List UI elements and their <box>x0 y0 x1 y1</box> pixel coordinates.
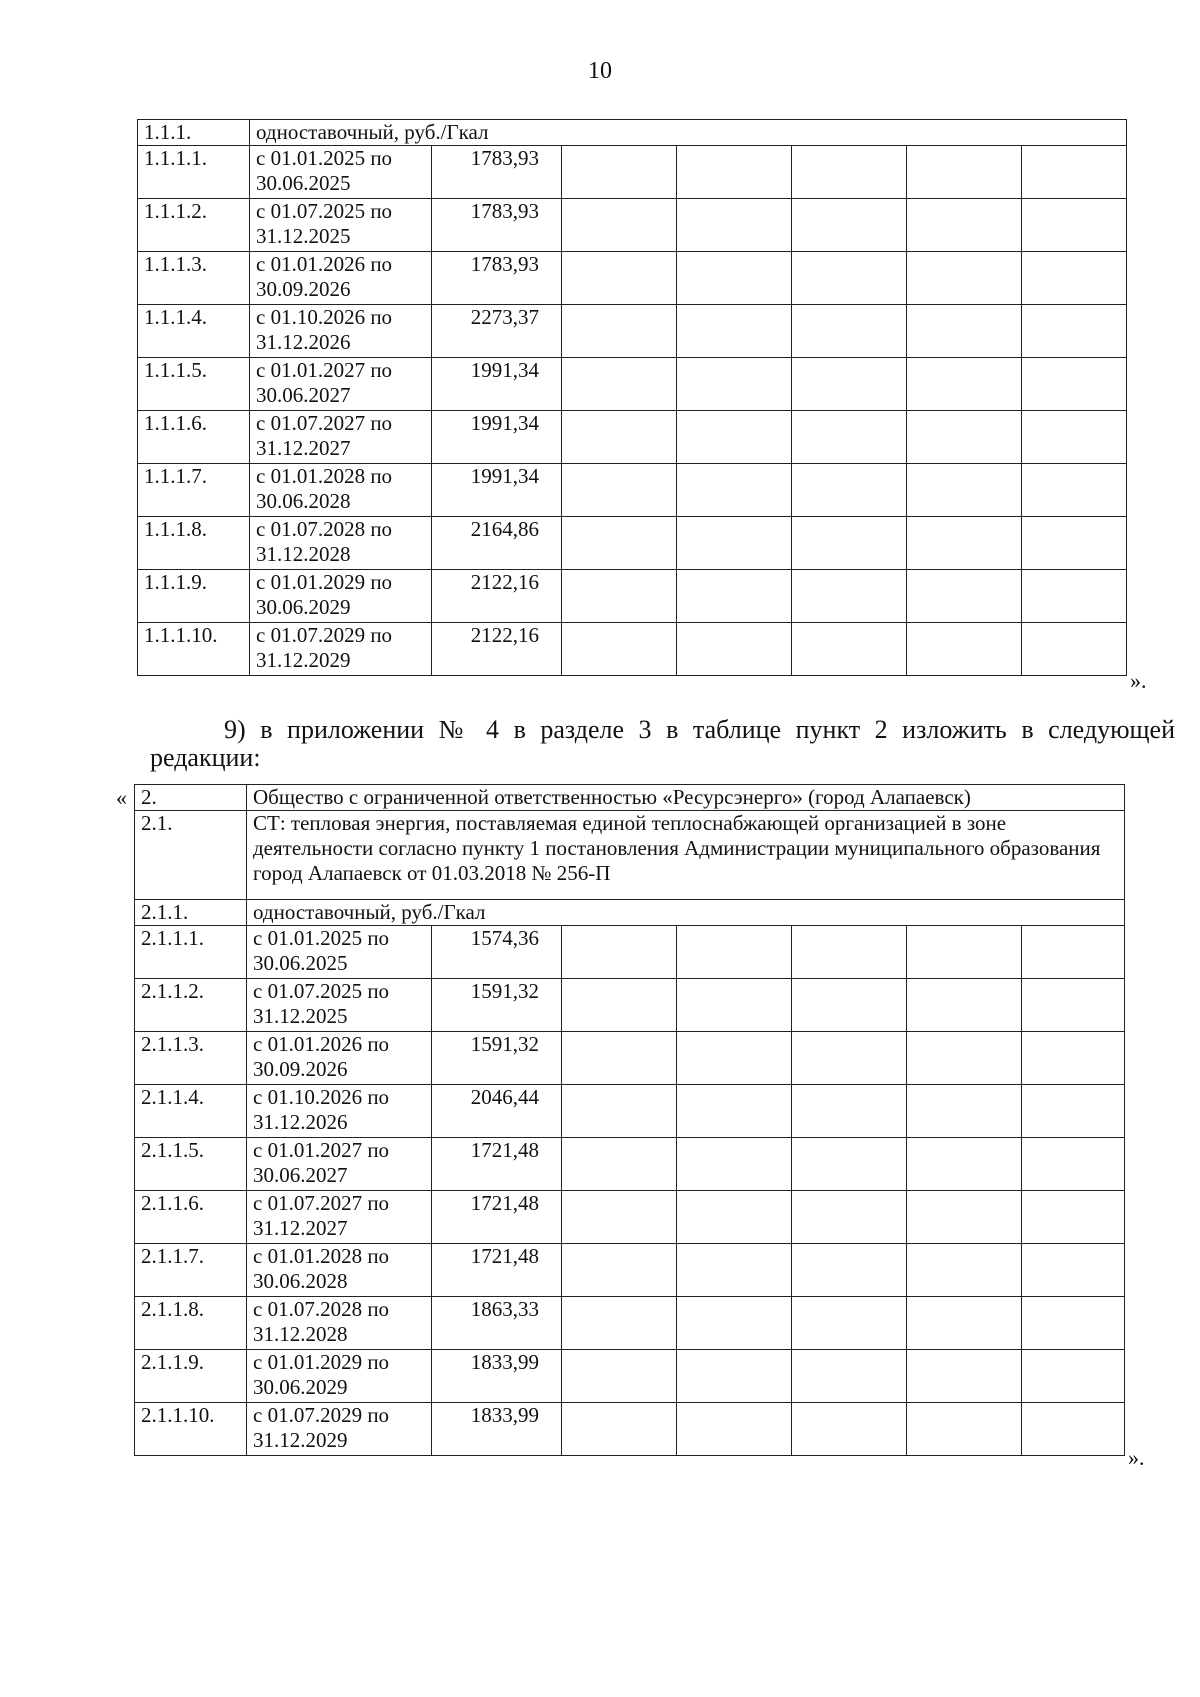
table-row <box>138 411 1127 464</box>
empty-cell <box>1022 1403 1125 1456</box>
period-cell <box>250 464 432 517</box>
empty-cell <box>562 252 677 305</box>
empty-cell <box>907 199 1022 252</box>
empty-cell <box>562 623 677 676</box>
period-end: 30.06.2028 <box>256 489 351 513</box>
empty-cell <box>907 1403 1022 1456</box>
instruction-paragraph <box>150 716 1175 772</box>
tariff-value: 1783,93 <box>432 252 562 305</box>
empty-cell <box>792 570 907 623</box>
row-number: 1.1.1.1. <box>138 146 250 199</box>
table-row <box>138 199 1127 252</box>
row-number: 2.1.1.8. <box>135 1297 247 1350</box>
empty-cell <box>562 358 677 411</box>
period-cell <box>250 570 432 623</box>
empty-cell <box>1022 1138 1125 1191</box>
empty-cell <box>907 979 1022 1032</box>
empty-cell <box>677 252 792 305</box>
empty-cell <box>792 1191 907 1244</box>
period-cell <box>250 411 432 464</box>
empty-cell <box>562 464 677 517</box>
period-end: 31.12.2029 <box>253 1428 348 1452</box>
tariff-value: 2273,37 <box>432 305 562 358</box>
tariff-value: 2122,16 <box>432 623 562 676</box>
table-row <box>138 570 1127 623</box>
period-cell <box>250 517 432 570</box>
row-number: 2.1.1.4. <box>135 1085 247 1138</box>
empty-cell <box>1022 1297 1125 1350</box>
empty-cell <box>792 146 907 199</box>
empty-cell <box>1022 1191 1125 1244</box>
closing-quote-1: ». <box>1130 668 1147 693</box>
period-cell <box>247 926 432 979</box>
empty-cell <box>562 1244 677 1297</box>
period-end: 31.12.2025 <box>253 1004 348 1028</box>
empty-cell <box>792 979 907 1032</box>
period-start: с 01.07.2027 по <box>253 1191 390 1215</box>
empty-cell <box>562 146 677 199</box>
period-end: 30.06.2029 <box>256 595 351 619</box>
period-cell <box>250 199 432 252</box>
period-start: с 01.01.2027 по <box>253 1138 390 1162</box>
period-cell <box>247 1085 432 1138</box>
period-end: 30.06.2025 <box>256 171 351 195</box>
period-cell <box>250 358 432 411</box>
empty-cell <box>792 1350 907 1403</box>
empty-cell <box>792 517 907 570</box>
row-number: 1.1.1.7. <box>138 464 250 517</box>
period-start: с 01.07.2025 по <box>253 979 390 1003</box>
table-row <box>138 252 1127 305</box>
empty-cell <box>792 199 907 252</box>
period-cell <box>250 623 432 676</box>
period-start: с 01.01.2028 по <box>256 464 393 488</box>
empty-cell <box>562 305 677 358</box>
empty-cell <box>792 1297 907 1350</box>
empty-cell <box>677 1085 792 1138</box>
period-cell <box>247 1350 432 1403</box>
period-end: 30.06.2028 <box>253 1269 348 1293</box>
tariff-value: 1991,34 <box>432 358 562 411</box>
period-cell <box>247 1244 432 1297</box>
table-row <box>135 979 1125 1032</box>
empty-cell <box>792 305 907 358</box>
period-start: с 01.01.2025 по <box>253 926 390 950</box>
empty-cell <box>907 1138 1022 1191</box>
empty-cell <box>1022 411 1127 464</box>
period-end: 31.12.2029 <box>256 648 351 672</box>
empty-cell <box>792 411 907 464</box>
tariff-table-2 <box>134 784 1125 1456</box>
table-row <box>135 1138 1125 1191</box>
empty-cell <box>792 1085 907 1138</box>
tariff-value: 1574,36 <box>432 926 562 979</box>
empty-cell <box>677 358 792 411</box>
period-cell <box>247 1403 432 1456</box>
row-number: 2.1.1.7. <box>135 1244 247 1297</box>
empty-cell <box>907 464 1022 517</box>
period-end: 31.12.2025 <box>256 224 351 248</box>
period-start: с 01.01.2026 по <box>253 1032 390 1056</box>
tariff-value: 1721,48 <box>432 1244 562 1297</box>
row-number: 2.1. <box>135 811 247 900</box>
tariff-value: 1721,48 <box>432 1138 562 1191</box>
row-number: 2.1.1.6. <box>135 1191 247 1244</box>
table-row <box>135 900 1125 926</box>
row-number: 2.1.1. <box>135 900 247 926</box>
period-end: 31.12.2027 <box>256 436 351 460</box>
table-row <box>135 1085 1125 1138</box>
row-number: 1.1.1. <box>138 120 250 146</box>
period-cell <box>250 305 432 358</box>
organization-name: Общество с ограниченной ответственностью «Ресурсэнерго» (город Алапаевск) <box>247 785 1125 811</box>
empty-cell <box>677 1191 792 1244</box>
period-end: 30.06.2027 <box>256 383 351 407</box>
empty-cell <box>1022 464 1127 517</box>
period-start: с 01.07.2027 по <box>256 411 393 435</box>
table-row <box>135 926 1125 979</box>
empty-cell <box>907 1297 1022 1350</box>
table-row <box>138 464 1127 517</box>
opening-quote: « <box>116 785 127 810</box>
empty-cell <box>907 570 1022 623</box>
empty-cell <box>677 979 792 1032</box>
tariff-value: 1783,93 <box>432 199 562 252</box>
empty-cell <box>1022 1350 1125 1403</box>
empty-cell <box>1022 199 1127 252</box>
tariff-value: 1721,48 <box>432 1191 562 1244</box>
empty-cell <box>677 926 792 979</box>
tariff-value: 1591,32 <box>432 979 562 1032</box>
empty-cell <box>677 199 792 252</box>
tariff-description: СТ: тепловая энергия, поставляемая единой теплоснабжающей организацией в зоне деятельности согласно пункту 1 постановления Администрации муниципального образования город Алапаевск от 01.03.2018 № 256-П <box>247 811 1125 900</box>
tariff-value: 1991,34 <box>432 411 562 464</box>
page-number: 10 <box>588 58 612 84</box>
tariff-value: 1863,33 <box>432 1297 562 1350</box>
empty-cell <box>907 1085 1022 1138</box>
table-row <box>135 1350 1125 1403</box>
empty-cell <box>792 464 907 517</box>
row-number: 2.1.1.3. <box>135 1032 247 1085</box>
empty-cell <box>1022 926 1125 979</box>
row-number: 1.1.1.10. <box>138 623 250 676</box>
period-cell <box>250 146 432 199</box>
period-start: с 01.07.2025 по <box>256 199 393 223</box>
paragraph-line-1: 9) в приложении № 4 в разделе 3 в таблице пункт 2 изложить в следующей <box>224 715 1175 744</box>
empty-cell <box>792 1138 907 1191</box>
row-number: 1.1.1.6. <box>138 411 250 464</box>
row-number: 1.1.1.8. <box>138 517 250 570</box>
tariff-value: 1833,99 <box>432 1403 562 1456</box>
empty-cell <box>562 1403 677 1456</box>
period-start: с 01.01.2029 по <box>253 1350 390 1374</box>
period-cell <box>247 1032 432 1085</box>
empty-cell <box>907 146 1022 199</box>
closing-quote-2: ». <box>1128 1445 1145 1470</box>
empty-cell <box>677 305 792 358</box>
empty-cell <box>907 305 1022 358</box>
table-row <box>138 120 1127 146</box>
table-row <box>138 305 1127 358</box>
row-number: 1.1.1.4. <box>138 305 250 358</box>
empty-cell <box>562 926 677 979</box>
empty-cell <box>677 570 792 623</box>
empty-cell <box>562 1138 677 1191</box>
tariff-value: 1991,34 <box>432 464 562 517</box>
period-start: с 01.01.2026 по <box>256 252 393 276</box>
period-cell <box>247 1297 432 1350</box>
empty-cell <box>562 1032 677 1085</box>
empty-cell <box>907 358 1022 411</box>
row-number: 1.1.1.2. <box>138 199 250 252</box>
empty-cell <box>677 1032 792 1085</box>
period-start: с 01.07.2028 по <box>256 517 393 541</box>
period-cell <box>247 979 432 1032</box>
empty-cell <box>562 1350 677 1403</box>
table-row <box>135 1191 1125 1244</box>
empty-cell <box>792 926 907 979</box>
period-end: 30.06.2025 <box>253 951 348 975</box>
empty-cell <box>562 1297 677 1350</box>
empty-cell <box>1022 570 1127 623</box>
period-end: 30.06.2027 <box>253 1163 348 1187</box>
empty-cell <box>1022 1085 1125 1138</box>
row-description: одноставочный, руб./Гкал <box>250 120 1127 146</box>
empty-cell <box>677 464 792 517</box>
period-end: 31.12.2026 <box>253 1110 348 1134</box>
tariff-value: 2164,86 <box>432 517 562 570</box>
empty-cell <box>562 1191 677 1244</box>
row-number: 1.1.1.3. <box>138 252 250 305</box>
period-cell <box>250 252 432 305</box>
period-start: с 01.10.2026 по <box>256 305 393 329</box>
empty-cell <box>1022 146 1127 199</box>
empty-cell <box>562 411 677 464</box>
tariff-value: 1591,32 <box>432 1032 562 1085</box>
period-start: с 01.01.2027 по <box>256 358 393 382</box>
table-row <box>138 358 1127 411</box>
empty-cell <box>792 252 907 305</box>
empty-cell <box>1022 1244 1125 1297</box>
row-number: 2.1.1.10. <box>135 1403 247 1456</box>
period-start: с 01.01.2025 по <box>256 146 393 170</box>
empty-cell <box>677 1297 792 1350</box>
period-end: 31.12.2028 <box>253 1322 348 1346</box>
row-number: 1.1.1.9. <box>138 570 250 623</box>
empty-cell <box>907 1032 1022 1085</box>
empty-cell <box>677 1350 792 1403</box>
empty-cell <box>1022 1032 1125 1085</box>
empty-cell <box>562 517 677 570</box>
row-number: 2.1.1.9. <box>135 1350 247 1403</box>
empty-cell <box>907 411 1022 464</box>
empty-cell <box>677 411 792 464</box>
row-number: 2.1.1.2. <box>135 979 247 1032</box>
empty-cell <box>792 1403 907 1456</box>
empty-cell <box>677 623 792 676</box>
empty-cell <box>907 517 1022 570</box>
empty-cell <box>792 1032 907 1085</box>
empty-cell <box>562 1085 677 1138</box>
period-end: 31.12.2028 <box>256 542 351 566</box>
tariff-value: 1783,93 <box>432 146 562 199</box>
tariff-table-1 <box>137 119 1127 676</box>
table-row <box>135 811 1125 900</box>
empty-cell <box>677 1244 792 1297</box>
table-row <box>138 623 1127 676</box>
empty-cell <box>562 570 677 623</box>
table-row <box>135 1297 1125 1350</box>
empty-cell <box>907 926 1022 979</box>
tariff-value: 2122,16 <box>432 570 562 623</box>
period-cell <box>247 1138 432 1191</box>
empty-cell <box>907 1244 1022 1297</box>
table-row <box>135 1403 1125 1456</box>
empty-cell <box>562 979 677 1032</box>
empty-cell <box>562 199 677 252</box>
period-end: 30.09.2026 <box>253 1057 348 1081</box>
period-start: с 01.07.2028 по <box>253 1297 390 1321</box>
paragraph-line-2: редакции: <box>150 743 261 772</box>
empty-cell <box>907 1191 1022 1244</box>
period-cell <box>247 1191 432 1244</box>
period-end: 30.09.2026 <box>256 277 351 301</box>
tariff-value: 1833,99 <box>432 1350 562 1403</box>
period-end: 30.06.2029 <box>253 1375 348 1399</box>
row-description: одноставочный, руб./Гкал <box>247 900 1125 926</box>
empty-cell <box>1022 517 1127 570</box>
empty-cell <box>677 1138 792 1191</box>
empty-cell <box>1022 358 1127 411</box>
tariff-value: 2046,44 <box>432 1085 562 1138</box>
period-end: 31.12.2026 <box>256 330 351 354</box>
table-row <box>138 146 1127 199</box>
period-end: 31.12.2027 <box>253 1216 348 1240</box>
empty-cell <box>1022 623 1127 676</box>
empty-cell <box>907 623 1022 676</box>
period-start: с 01.10.2026 по <box>253 1085 390 1109</box>
empty-cell <box>1022 979 1125 1032</box>
period-start: с 01.01.2029 по <box>256 570 393 594</box>
row-number: 2. <box>135 785 247 811</box>
row-number: 1.1.1.5. <box>138 358 250 411</box>
empty-cell <box>677 517 792 570</box>
table-row <box>135 1244 1125 1297</box>
table-row <box>135 1032 1125 1085</box>
empty-cell <box>677 1403 792 1456</box>
empty-cell <box>792 1244 907 1297</box>
period-start: с 01.07.2029 по <box>253 1403 390 1427</box>
period-start: с 01.01.2028 по <box>253 1244 390 1268</box>
period-start: с 01.07.2029 по <box>256 623 393 647</box>
empty-cell <box>1022 305 1127 358</box>
empty-cell <box>677 146 792 199</box>
empty-cell <box>907 252 1022 305</box>
table-row <box>135 785 1125 811</box>
table-row <box>138 517 1127 570</box>
empty-cell <box>1022 252 1127 305</box>
row-number: 2.1.1.1. <box>135 926 247 979</box>
empty-cell <box>792 358 907 411</box>
empty-cell <box>792 623 907 676</box>
row-number: 2.1.1.5. <box>135 1138 247 1191</box>
empty-cell <box>907 1350 1022 1403</box>
